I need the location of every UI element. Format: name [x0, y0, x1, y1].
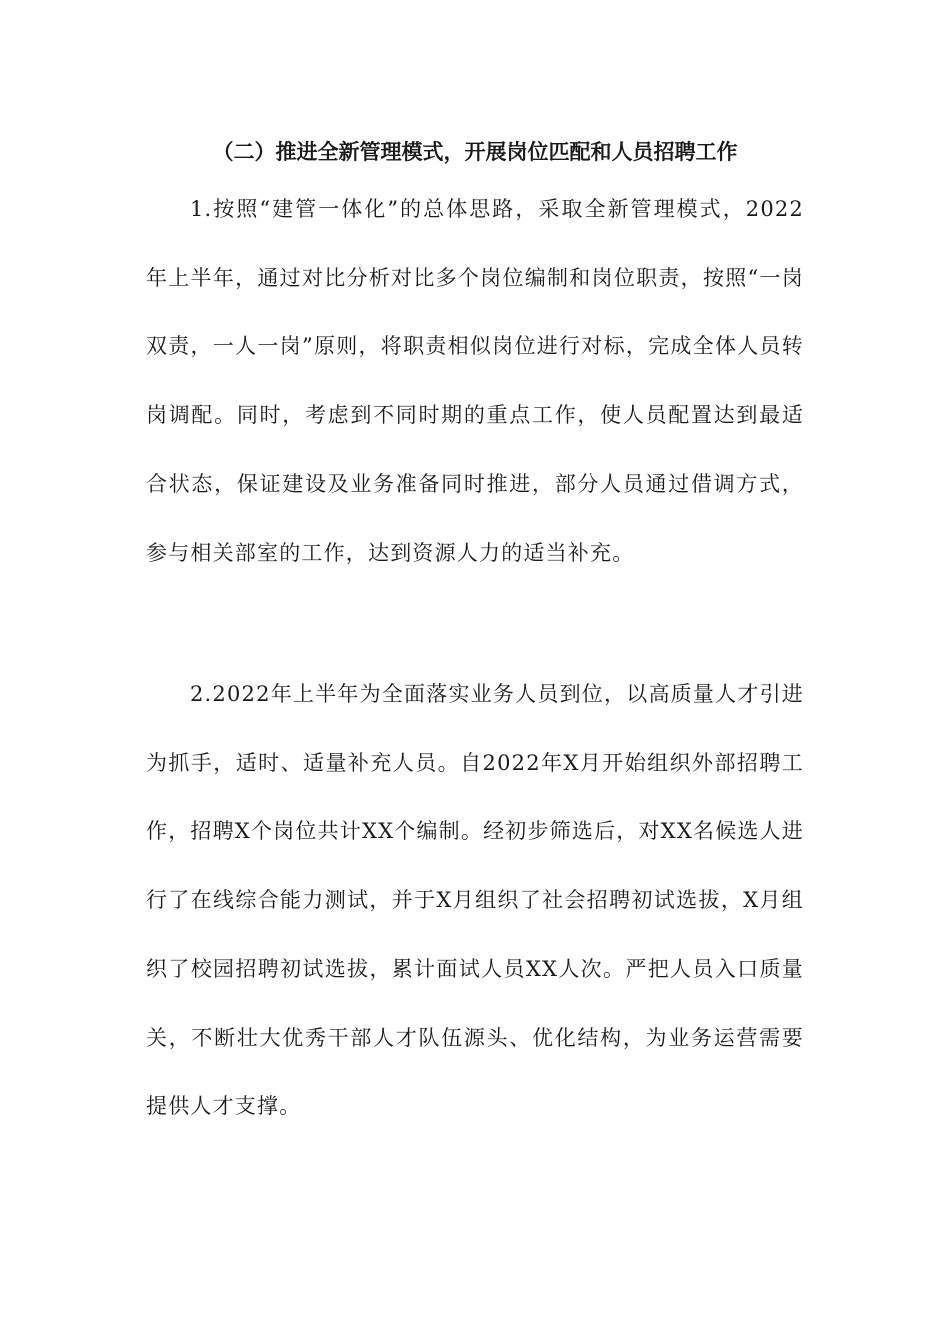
paragraph-2: 2.2022年上半年为全面落实业务人员到位，以高质量人才引进为抓手，适时、适量补充人员。自2022年X月开始组织外部招聘工作，招聘X个岗位共计XX个编制。经初步筛选后，对XX名候选人进行了在线综合能力测试，并于X月组织了社会招聘初试选拔，X月组织了校园招聘初试选拔，累计面试人员XX人次。严把人员入口质量关，不断壮大优秀干部人才队伍源头、优化结构，为业务运营需要提供人才支撑。 — [146, 682, 804, 1119]
section-heading: （二）推进全新管理模式，开展岗位匹配和人员招聘工作 — [212, 140, 738, 164]
paragraph-1: 1.按照“建管一体化”的总体思路，采取全新管理模式，2022年上半年，通过对比分析对比多个岗位编制和岗位职责，按照“一岗双责，一人一岗”原则，将职责相似岗位进行对标，完成全体人员转岗调配。同时，考虑到不同时期的重点工作，使人员配置达到最适合状态，保证建设及业务准备同时推进，部分人员通过借调方式，参与相关部室的工作，达到资源人力的适当补充。 — [146, 197, 804, 565]
